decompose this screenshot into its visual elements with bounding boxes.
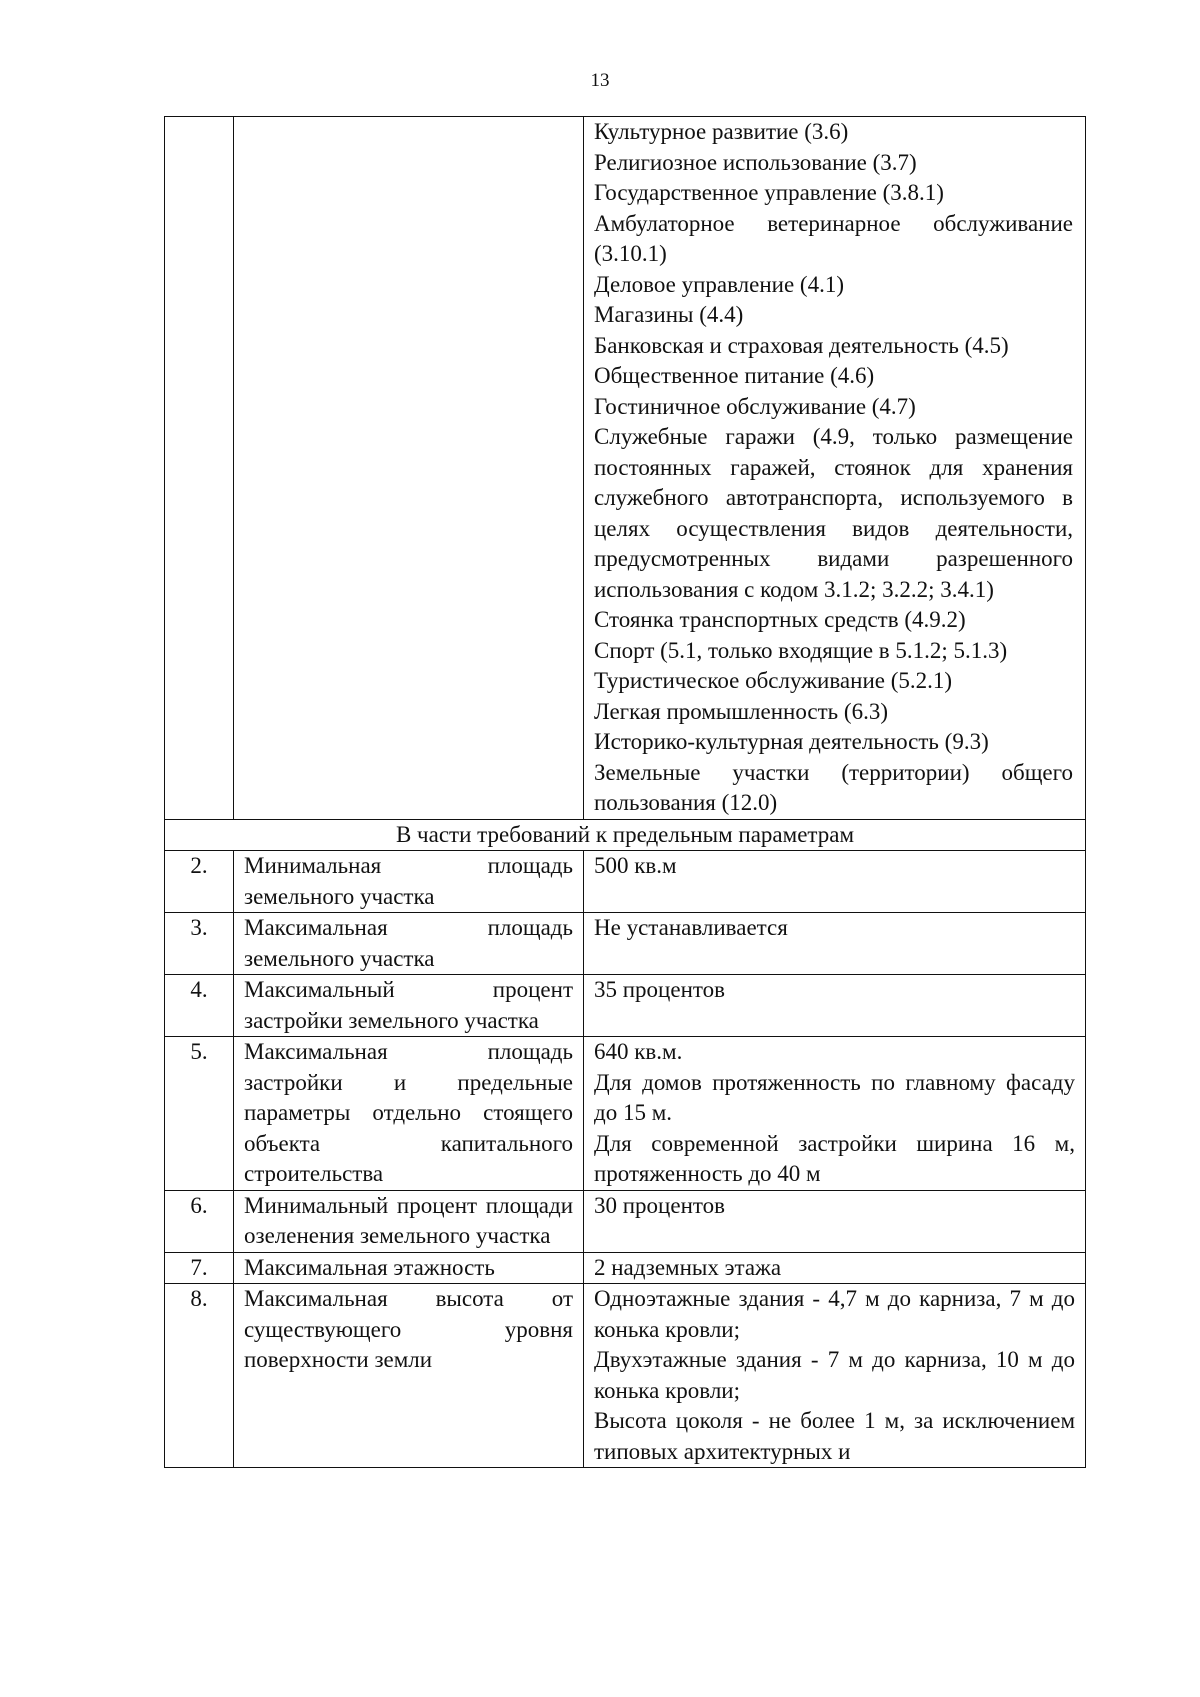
- parameter-value: [584, 1284, 1086, 1468]
- value-line: Для домов протяженность по главному фасаду до 15 м.: [594, 1069, 1075, 1125]
- parameter-cell-empty: [234, 117, 584, 820]
- parameter-value: [584, 1190, 1086, 1252]
- section-title: В части требований к предельным параметрам: [165, 819, 1086, 851]
- parameter-value: [584, 975, 1086, 1037]
- table-row: [165, 851, 1086, 913]
- regulations-table: [164, 116, 1086, 1468]
- use-item: Земельные участки (территории) общего пользования (12.0): [594, 759, 1073, 815]
- table-row: [165, 913, 1086, 975]
- value-line: 640 кв.м.: [594, 1039, 683, 1064]
- table-row: [165, 1037, 1086, 1191]
- table-row: [165, 1284, 1086, 1468]
- row-number: 7.: [165, 1252, 234, 1284]
- parameter-name: Максимальный процент застройки земельного участка: [234, 975, 584, 1037]
- use-item: Гостиничное обслуживание (4.7): [594, 393, 916, 419]
- use-item: Стоянка транспортных средств (4.9.2): [594, 607, 966, 632]
- value-line: Двухэтажные здания - 7 м до карниза, 10 м до конька кровли;: [594, 1347, 1075, 1403]
- value-line: Одноэтажные здания - 4,7 м до карниза, 7 м до конька кровли;: [594, 1286, 1075, 1342]
- permitted-uses-row: [165, 117, 1086, 820]
- parameter-name: Максимальная высота от существующего уровня поверхности земли: [234, 1284, 584, 1468]
- table-row: [165, 1252, 1086, 1284]
- parameter-name: Максимальная этажность: [234, 1252, 584, 1284]
- use-item: Магазины (4.4): [594, 302, 744, 327]
- use-item: Легкая промышленность (6.3): [594, 698, 888, 724]
- row-number-cell-empty: [165, 117, 234, 820]
- use-item: Общественное питание (4.6): [594, 363, 875, 388]
- value-line: Высота цоколя - не более 1 м, за исключением типовых архитектурных и: [594, 1408, 1075, 1464]
- page-number: 13: [590, 70, 610, 91]
- value-line: Не устанавливается: [594, 915, 788, 940]
- value-line: 2 надземных этажа: [594, 1254, 782, 1280]
- section-header-row: [165, 819, 1086, 851]
- use-item: Туристическое обслуживание (5.2.1): [594, 668, 953, 693]
- table-row: [165, 975, 1086, 1037]
- permitted-uses-list: [584, 117, 1086, 820]
- parameter-name: Минимальная площадь земельного участка: [234, 851, 584, 913]
- row-number: 5.: [165, 1037, 234, 1191]
- table-row: [165, 1190, 1086, 1252]
- value-line: Для современной застройки ширина 16 м, протяженность до 40 м: [594, 1130, 1075, 1186]
- use-item: Историко-культурная деятельность (9.3): [594, 729, 989, 754]
- use-item: Служебные гаражи (4.9, только размещение постоянных гаражей, стоянок для хранения служебного автотранспорта, используемого в целях осуществления видов деятельности, предусмотренных видами разрешенного использования с кодом 3.1.2; 3.2.2; 3.4.1): [594, 424, 1073, 602]
- row-number: 8.: [165, 1284, 234, 1468]
- use-item: Банковская и страховая деятельность (4.5): [594, 332, 1009, 358]
- value-line: 35 процентов: [594, 977, 725, 1002]
- parameter-value: [584, 851, 1086, 913]
- parameter-value: [584, 1252, 1086, 1284]
- parameter-value: [584, 1037, 1086, 1191]
- row-number: 4.: [165, 975, 234, 1037]
- use-item: Деловое управление (4.1): [594, 271, 845, 297]
- use-item: Спорт (5.1, только входящие в 5.1.2; 5.1.3): [594, 637, 1008, 663]
- use-item: Культурное развитие (3.6): [594, 119, 849, 144]
- row-number: 3.: [165, 913, 234, 975]
- use-item: Амбулаторное ветеринарное обслуживание (3.10.1): [594, 210, 1073, 266]
- parameter-name: Максимальная площадь земельного участка: [234, 913, 584, 975]
- row-number: 2.: [165, 851, 234, 913]
- use-item: Религиозное использование (3.7): [594, 149, 917, 175]
- value-line: 30 процентов: [594, 1192, 725, 1218]
- value-line: 500 кв.м: [594, 853, 677, 878]
- parameter-name: Минимальный процент площади озеленения земельного участка: [234, 1190, 584, 1252]
- row-number: 6.: [165, 1190, 234, 1252]
- parameter-name: Максимальная площадь застройки и предельные параметры отдельно стоящего объекта капитального строительства: [234, 1037, 584, 1191]
- parameter-value: [584, 913, 1086, 975]
- use-item: Государственное управление (3.8.1): [594, 180, 944, 205]
